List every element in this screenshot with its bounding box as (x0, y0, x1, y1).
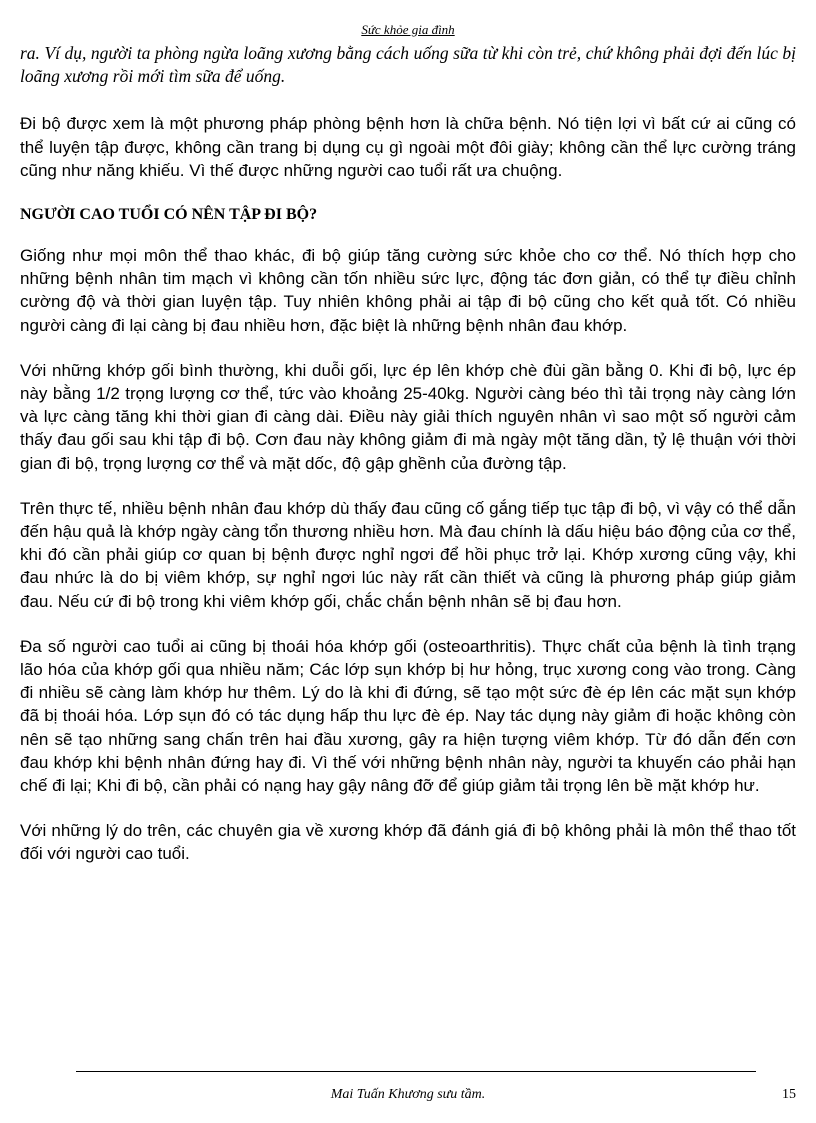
page-number: 15 (782, 1087, 796, 1102)
footer-divider (76, 1071, 756, 1072)
footer-credit: Mai Tuấn Khương sưu tầm. (330, 1087, 486, 1102)
paragraph-benefits: Giống như mọi môn thể thao khác, đi bộ giúp tăng cường sức khỏe cho cơ thể. Nó thích hợp cho những bệnh nhân tim mạch vì không cần tốn nhiều sức lực, động tác đơn giản, có thể tự điều chỉnh cường độ và thời gian luyện tập. Tuy nhiên không phải ai tập đi bộ cũng cho kết quả tốt. Có nhiều người càng đi lại càng bị đau nhiều hơn, đặc biệt là những bệnh nhân đau khớp. (20, 246, 796, 335)
article-body (20, 42, 796, 888)
paragraph-walking-prevention: Đi bộ được xem là một phương pháp phòng bệnh hơn là chữa bệnh. Nó tiện lợi vì bất cứ ai cũng có thể luyện tập được, không cần trang bị dụng cụ gì ngoài một đôi giày; không cần thể lực cường tráng cũng như năng khiếu. Vì thế được những người cao tuổi rất ưa chuộng. (20, 114, 796, 180)
paragraph-osteoarthritis: Đa số người cao tuổi ai cũng bị thoái hóa khớp gối (osteoarthritis). Thực chất của bệnh là tình trạng lão hóa của khớp gối qua nhiều năm; Các lớp sụn khớp bị hư hỏng, trục xương cong vào trong. Càng đi nhiều sẽ càng làm khớp hư thêm. Lý do là khi đi đứng, sẽ tạo một sức đè ép lên các mặt sụn khớp đã bị thoái hóa. Lớp sụn đó có tác dụng hấp thu lực đè ép. Nay tác dụng này giảm đi hoặc không còn nên sẽ tạo những sang chấn trên hai đầu xương, gây ra hiện tượng viêm khớp. Từ đó dẫn đến cơn đau khớp khi bệnh nhân đứng hay đi. Vì thế với những bệnh nhân này, người ta khuyến cáo phải hạn chế đi lại; Khi đi bộ, cần phải có nạng hay gậy nâng đỡ để giúp giảm tải trọng lên bề mặt khớp hư. (20, 636, 796, 796)
page-header: Sức khỏe gia đình (361, 22, 455, 37)
paragraph-pain-warning: Trên thực tế, nhiều bệnh nhân đau khớp dù thấy đau cũng cố gắng tiếp tục tập đi bộ, vì vậy có thể dẫn đến hậu quả là khớp ngày càng tổn thương nhiều hơn. Mà đau chính là dấu hiệu báo động của cơ thể, khi đó cần phải giúp cơ quan bị bệnh được nghỉ ngơi để hồi phục trở lại. Khớp xương cũng vậy, khi đau nhức là do bị viêm khớp, sự nghỉ ngơi lúc này rất cần thiết và cũng là phương pháp giúp giảm đau. Nếu cứ đi bộ trong khi viêm khớp gối, chắc chắn bệnh nhân sẽ bị đau hơn. (20, 498, 796, 611)
intro-paragraph: ra. Ví dụ, người ta phòng ngừa loãng xương bằng cách uống sữa từ khi còn trẻ, chứ không phải đợi đến lúc bị loãng xương rồi mới tìm sữa để uống. (20, 43, 796, 87)
section-heading: NGƯỜI CAO TUỔI CÓ NÊN TẬP ĐI BỘ? (20, 206, 318, 224)
paragraph-conclusion: Với những lý do trên, các chuyên gia về xương khớp đã đánh giá đi bộ không phải là môn thể thao tốt đối với người cao tuổi. (20, 821, 796, 864)
paragraph-knee-load: Với những khớp gối bình thường, khi duỗi gối, lực ép lên khớp chè đùi gần bằng 0. Khi đi bộ, lực ép này bằng 1/2 trọng lượng cơ thể, tức vào khoảng 25-40kg. Người càng béo thì tải trọng này càng lớn và lực càng tăng khi thời gian đi càng dài. Điều này giải thích nguyên nhân vì sao một số người cảm thấy đau gối sau khi tập đi bộ. Cơn đau này không giảm đi mà ngày một tăng dần, tỷ lệ thuận với thời gian đi bộ, trọng lượng cơ thể và mặt dốc, độ gập ghềnh của đường tập. (20, 360, 796, 473)
